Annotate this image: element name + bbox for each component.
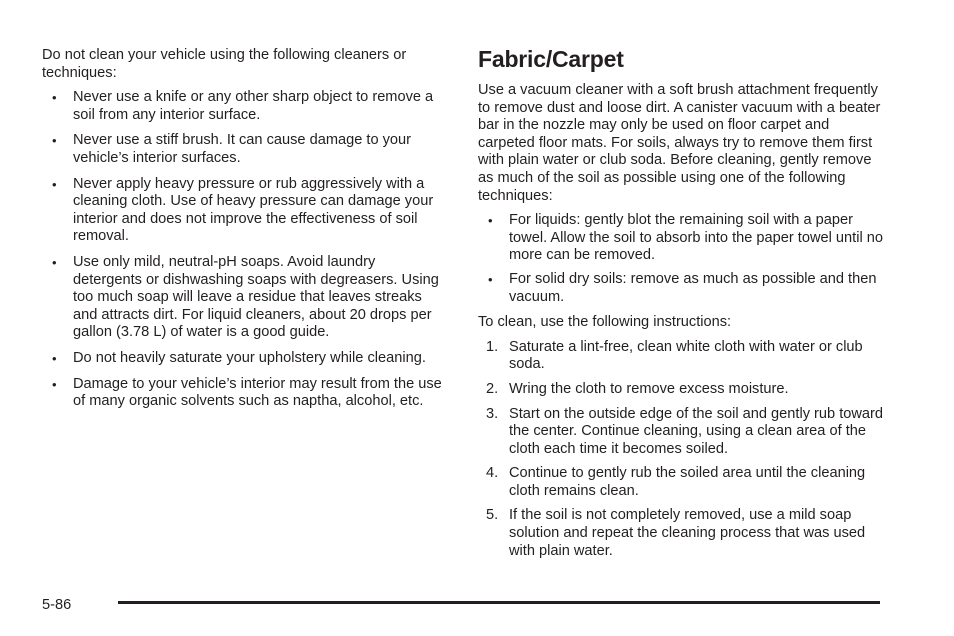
- step-item: 5. If the soil is not completely removed, use a mild soap solution and repeat the cleaning process that was used with plain water.: [486, 507, 866, 559]
- step-item: 4. Continue to gently rub the soiled area until the cleaning cloth remains clean.: [486, 465, 866, 499]
- step-number: 4.: [486, 465, 499, 482]
- step-item: 1. Saturate a lint-free, clean white cloth with water or club soda.: [486, 338, 863, 373]
- bullet-icon: •: [488, 213, 493, 229]
- list-item: • Damage to your vehicle’s interior may result from the use of many organic solvents such as naptha, alcohol, etc.: [52, 375, 442, 410]
- step-number: 5.: [486, 507, 499, 524]
- list-item: • Never use a stiff brush. It can cause damage to your vehicle’s interior surfaces.: [52, 132, 412, 166]
- step-number: 2.: [486, 380, 499, 397]
- list-item: • For solid dry soils: remove as much as possible and then vacuum.: [488, 270, 877, 305]
- left-column: [42, 47, 442, 419]
- step-number: 1.: [486, 338, 499, 355]
- bullet-icon: •: [52, 90, 57, 106]
- bullet-icon: •: [52, 254, 57, 270]
- list-item: • Never use a knife or any other sharp object to remove a soil from any interior surface.: [52, 89, 434, 123]
- list-item: • Use only mild, neutral-pH soaps. Avoid laundry detergents or dishwashing soaps with degreasers. Using too much soap will leave a residue that leaves streaks and attracts dirt. For liquid cleaners, about 20 drops per gallon (3.78 L) of water is a good guide.: [52, 253, 439, 341]
- list-item: • Never apply heavy pressure or rub aggressively with a cleaning cloth. Use of heavy pressure can damage your interior and does not improve the effectiveness of soil removal.: [52, 175, 434, 245]
- section-heading: Fabric/Carpet: [478, 46, 624, 72]
- list-item: • Do not heavily saturate your upholstery while cleaning.: [52, 349, 426, 366]
- step-item: 2. Wring the cloth to remove excess moisture.: [486, 380, 789, 397]
- bullet-icon: •: [488, 271, 493, 287]
- right-bullet-list: [478, 212, 883, 306]
- footer-rule: [118, 601, 880, 604]
- list-item: • For liquids: gently blot the remaining soil with a paper towel. Allow the soil to absorb into the paper towel until no more can be removed.: [488, 212, 883, 264]
- right-column: [478, 46, 883, 567]
- left-bullet-list: [42, 89, 442, 411]
- bullet-icon: •: [52, 176, 57, 192]
- left-intro-paragraph: Do not clean your vehicle using the following cleaners or techniques:: [42, 47, 407, 81]
- instruction-steps: [478, 339, 883, 561]
- step-item: 3. Start on the outside edge of the soil and gently rub toward the center. Continue cleaning, using a clean area of the cloth each time it becomes soiled.: [486, 405, 884, 457]
- bullet-icon: •: [52, 376, 57, 392]
- bullet-icon: •: [52, 133, 57, 149]
- page-number: 5-86: [42, 597, 72, 613]
- bullet-icon: •: [52, 350, 57, 366]
- right-intro-paragraph: Use a vacuum cleaner with a soft brush attachment frequently to remove dust and loose dirt. A canister vacuum with a beater bar in the nozzle may only be used on floor carpet and carpeted floor mats. For soils, always try to remove them first with plain water or club soda. Before cleaning, gently remove as much of the soil as possible using one of the following techniques:: [478, 82, 881, 204]
- instructions-intro: To clean, use the following instructions:: [478, 314, 732, 331]
- step-number: 3.: [486, 405, 499, 422]
